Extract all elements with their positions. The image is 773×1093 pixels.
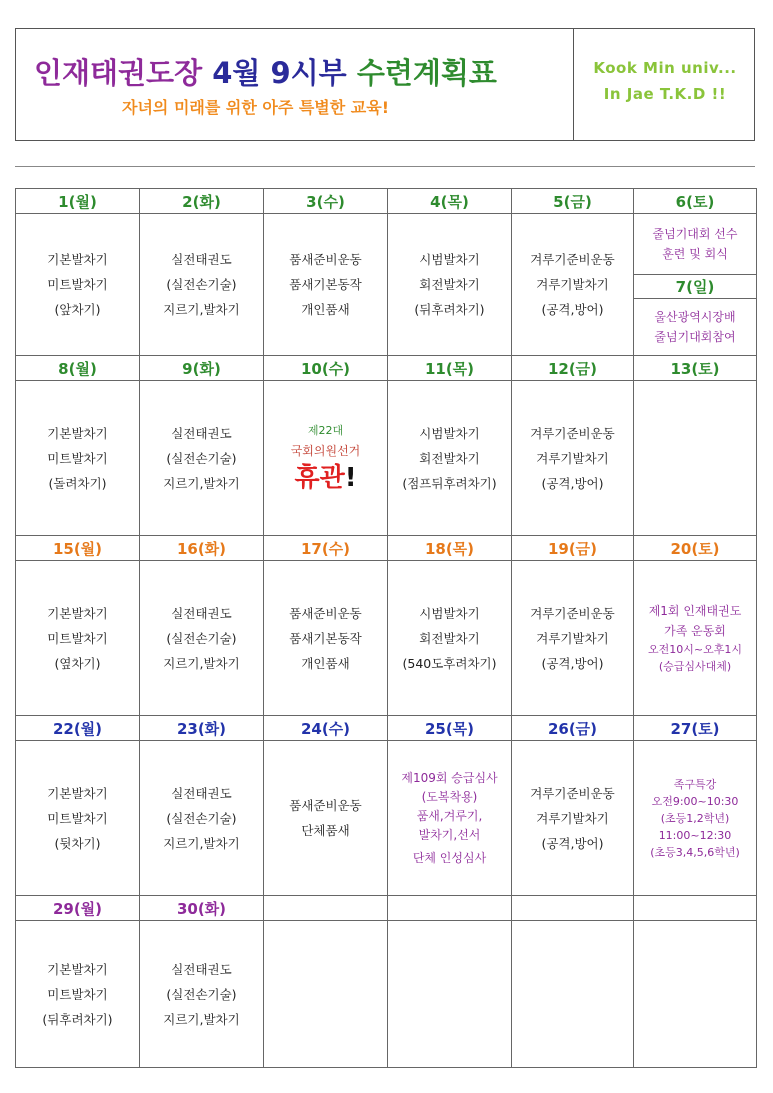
activity-cell	[140, 214, 264, 356]
activity-cell	[16, 921, 140, 1068]
activity-line: 지르기,발차기	[163, 475, 240, 491]
activity-line: 겨루기준비운동	[530, 785, 615, 801]
event-line: 품새,겨루기,	[416, 808, 483, 823]
activity-line: 겨루기준비운동	[530, 252, 615, 267]
date-cell: 7(일)	[634, 275, 757, 298]
brand-line-1: Kook Min univ...	[593, 59, 737, 77]
event-line: 훈련 및 회식	[662, 247, 728, 262]
week4-content-row	[16, 741, 757, 896]
activity-line: (앞차기)	[54, 302, 101, 317]
empty-cell	[634, 381, 757, 536]
activity-line: 겨루기준비운동	[530, 605, 615, 621]
date-cell: 19(금)	[512, 536, 634, 561]
date-cell: 4(목)	[388, 189, 512, 214]
activity-line: 기본발차기	[47, 252, 108, 267]
activity-line: 지르기,발차기	[163, 302, 240, 317]
election-number: 제22대	[307, 424, 344, 437]
date-cell: 18(목)	[388, 536, 512, 561]
activity-line: 품새기본동작	[289, 277, 362, 292]
activity-line: 미트발차기	[47, 810, 108, 826]
event-line: 오전10시~오후1시	[648, 643, 742, 656]
date-cell: 29(월)	[16, 896, 140, 921]
date-cell: 23(화)	[140, 716, 264, 741]
date-cell: 12(금)	[512, 356, 634, 381]
event-line: 족구특강	[673, 777, 717, 791]
activity-line: (실전손기술)	[166, 810, 237, 826]
week5-content-row	[16, 921, 757, 1068]
activity-line: 실전태권도	[171, 785, 232, 801]
empty-date-cell	[512, 896, 634, 921]
closed-label	[264, 462, 387, 494]
date-cell: 5(금)	[512, 189, 634, 214]
activity-line: (공격,방어)	[541, 475, 604, 491]
week5-date-row	[16, 896, 757, 921]
event-line: 가족 운동회	[664, 624, 726, 638]
activity-line: 기본발차기	[47, 785, 108, 801]
week1-content-row	[16, 214, 757, 275]
date-cell: 24(수)	[264, 716, 388, 741]
date-cell: 8(월)	[16, 356, 140, 381]
activity-line: 시범발차기	[419, 252, 480, 267]
activity-cell	[16, 741, 140, 896]
activity-line: (뒷차기)	[54, 835, 101, 851]
date-cell: 11(목)	[388, 356, 512, 381]
date-cell: 17(수)	[264, 536, 388, 561]
brand-line-2: In Jae T.K.D !!	[603, 85, 727, 103]
activity-line: (뒤후려차기)	[42, 1011, 113, 1027]
activity-line: 회전발차기	[419, 630, 480, 646]
date-cell: 2(화)	[140, 189, 264, 214]
activity-line: 실전태권도	[171, 605, 232, 621]
event-line: 줄넘기대회참여	[654, 329, 736, 344]
activity-line: 단체품새	[301, 823, 350, 838]
activity-line: (뒤후려차기)	[414, 302, 485, 317]
activity-line: 미트발차기	[47, 986, 108, 1002]
event-line: 울산광역시장배	[654, 309, 736, 324]
activity-cell	[388, 381, 512, 536]
activity-cell	[512, 214, 634, 356]
activity-cell	[264, 561, 388, 716]
empty-cell	[634, 921, 757, 1068]
event-line: (도복착용)	[421, 789, 478, 804]
activity-line: 품새준비운동	[289, 798, 362, 813]
activity-line: 겨루기발차기	[536, 277, 609, 292]
activity-line: 회전발차기	[419, 450, 480, 466]
activity-line: 실전태권도	[171, 425, 232, 441]
activity-line: 지르기,발차기	[163, 1011, 240, 1027]
activity-line: 지르기,발차기	[163, 655, 240, 671]
date-cell: 6(토)	[634, 189, 757, 214]
activity-line: 지르기,발차기	[163, 835, 240, 851]
activity-line: 시범발차기	[419, 425, 480, 441]
empty-date-cell	[634, 896, 757, 921]
date-cell: 22(월)	[16, 716, 140, 741]
activity-line: (실전손기술)	[166, 986, 237, 1002]
activity-line: 품새기본동작	[289, 630, 362, 646]
event-line: (초등3,4,5,6학년)	[650, 845, 740, 859]
week2-date-row	[16, 356, 757, 381]
activity-line: 개인품새	[301, 302, 350, 317]
event-cell	[634, 298, 757, 355]
activity-line: 실전태권도	[171, 961, 232, 977]
date-cell: 26(금)	[512, 716, 634, 741]
subtitle: 자녀의 미래를 위한 아주 특별한 교육!	[122, 98, 389, 117]
page-title	[34, 51, 497, 92]
empty-date-cell	[264, 896, 388, 921]
activity-line: (실전손기술)	[166, 277, 237, 292]
activity-line: 시범발차기	[419, 605, 480, 621]
date-cell: 30(화)	[140, 896, 264, 921]
activity-line: 기본발차기	[47, 425, 108, 441]
activity-line: 겨루기준비운동	[530, 425, 615, 441]
activity-cell	[140, 921, 264, 1068]
title-dojang: 인재태권도장	[34, 56, 203, 90]
activity-line: 겨루기발차기	[536, 810, 609, 826]
separator-rule	[15, 166, 755, 167]
activity-line: 개인품새	[301, 655, 350, 671]
activity-line: 회전발차기	[419, 277, 480, 292]
event-cell	[634, 741, 757, 896]
activity-line: 품새준비운동	[289, 252, 362, 267]
activity-cell	[140, 741, 264, 896]
date-cell: 25(목)	[388, 716, 512, 741]
empty-cell	[388, 921, 512, 1068]
empty-cell	[264, 921, 388, 1068]
date-cell: 1(월)	[16, 189, 140, 214]
activity-cell	[16, 561, 140, 716]
activity-line: (공격,방어)	[541, 655, 604, 671]
event-line: (초등1,2학년)	[660, 811, 730, 825]
activity-cell	[388, 214, 512, 356]
activity-line: 미트발차기	[47, 450, 108, 466]
date-cell: 16(화)	[140, 536, 264, 561]
activity-line: 실전태권도	[171, 252, 232, 267]
activity-line: 미트발차기	[47, 630, 108, 646]
activity-line: 품새준비운동	[289, 605, 362, 621]
activity-line: (공격,방어)	[541, 835, 604, 851]
activity-line: 기본발차기	[47, 961, 108, 977]
activity-line: 겨루기발차기	[536, 450, 609, 466]
activity-cell	[140, 381, 264, 536]
week4-date-row	[16, 716, 757, 741]
event-line: 오전9:00~10:30	[651, 794, 739, 808]
date-cell: 10(수)	[264, 356, 388, 381]
activity-cell	[16, 214, 140, 356]
calendar-table	[15, 188, 757, 1068]
activity-cell	[264, 741, 388, 896]
date-cell: 15(월)	[16, 536, 140, 561]
event-line: (승급심사대체)	[658, 660, 732, 673]
week3-content-row	[16, 561, 757, 716]
election-label: 국회의원선거	[290, 444, 361, 458]
closed-exclaim: !	[344, 463, 357, 493]
activity-line: 기본발차기	[47, 605, 108, 621]
activity-line: (실전손기술)	[166, 630, 237, 646]
activity-line: (옆차기)	[54, 655, 101, 671]
event-line: 11:00~12:30	[658, 828, 732, 842]
activity-cell	[388, 561, 512, 716]
closed-text: 휴관	[294, 463, 345, 493]
activity-line: (점프뒤후려차기)	[402, 475, 497, 491]
empty-date-cell	[388, 896, 512, 921]
event-line: 제109회 승급심사	[401, 770, 498, 785]
activity-line: 겨루기발차기	[536, 630, 609, 646]
event-line: 발차기,선서	[418, 827, 481, 842]
week2-content-row	[16, 381, 757, 536]
empty-cell	[512, 921, 634, 1068]
activity-cell	[512, 561, 634, 716]
activity-line: 미트발차기	[47, 277, 108, 292]
event-line: 제1회 인재태권도	[648, 604, 742, 618]
title-plan: 수련계획표	[356, 56, 497, 90]
date-cell: 9(화)	[140, 356, 264, 381]
date-cell: 20(토)	[634, 536, 757, 561]
event-line: 단체 인성심사	[412, 850, 487, 865]
activity-cell	[264, 214, 388, 356]
activity-line: (공격,방어)	[541, 302, 604, 317]
activity-cell	[512, 741, 634, 896]
event-cell	[634, 561, 757, 716]
date-cell: 27(토)	[634, 716, 757, 741]
activity-line: (돌려차기)	[48, 475, 107, 491]
brand	[574, 55, 756, 107]
activity-cell	[16, 381, 140, 536]
header-box	[15, 28, 755, 141]
holiday-cell	[264, 381, 388, 536]
title-month-time: 4월 9시부	[212, 56, 347, 90]
activity-line: (실전손기술)	[166, 450, 237, 466]
activity-line: (540도후려차기)	[402, 655, 497, 671]
event-line: 줄넘기대회 선수	[652, 227, 738, 242]
week1-date-row	[16, 189, 757, 214]
activity-cell	[512, 381, 634, 536]
week3-date-row	[16, 536, 757, 561]
event-cell	[634, 214, 757, 275]
event-cell	[388, 741, 512, 896]
date-cell: 13(토)	[634, 356, 757, 381]
activity-cell	[140, 561, 264, 716]
date-cell: 3(수)	[264, 189, 388, 214]
